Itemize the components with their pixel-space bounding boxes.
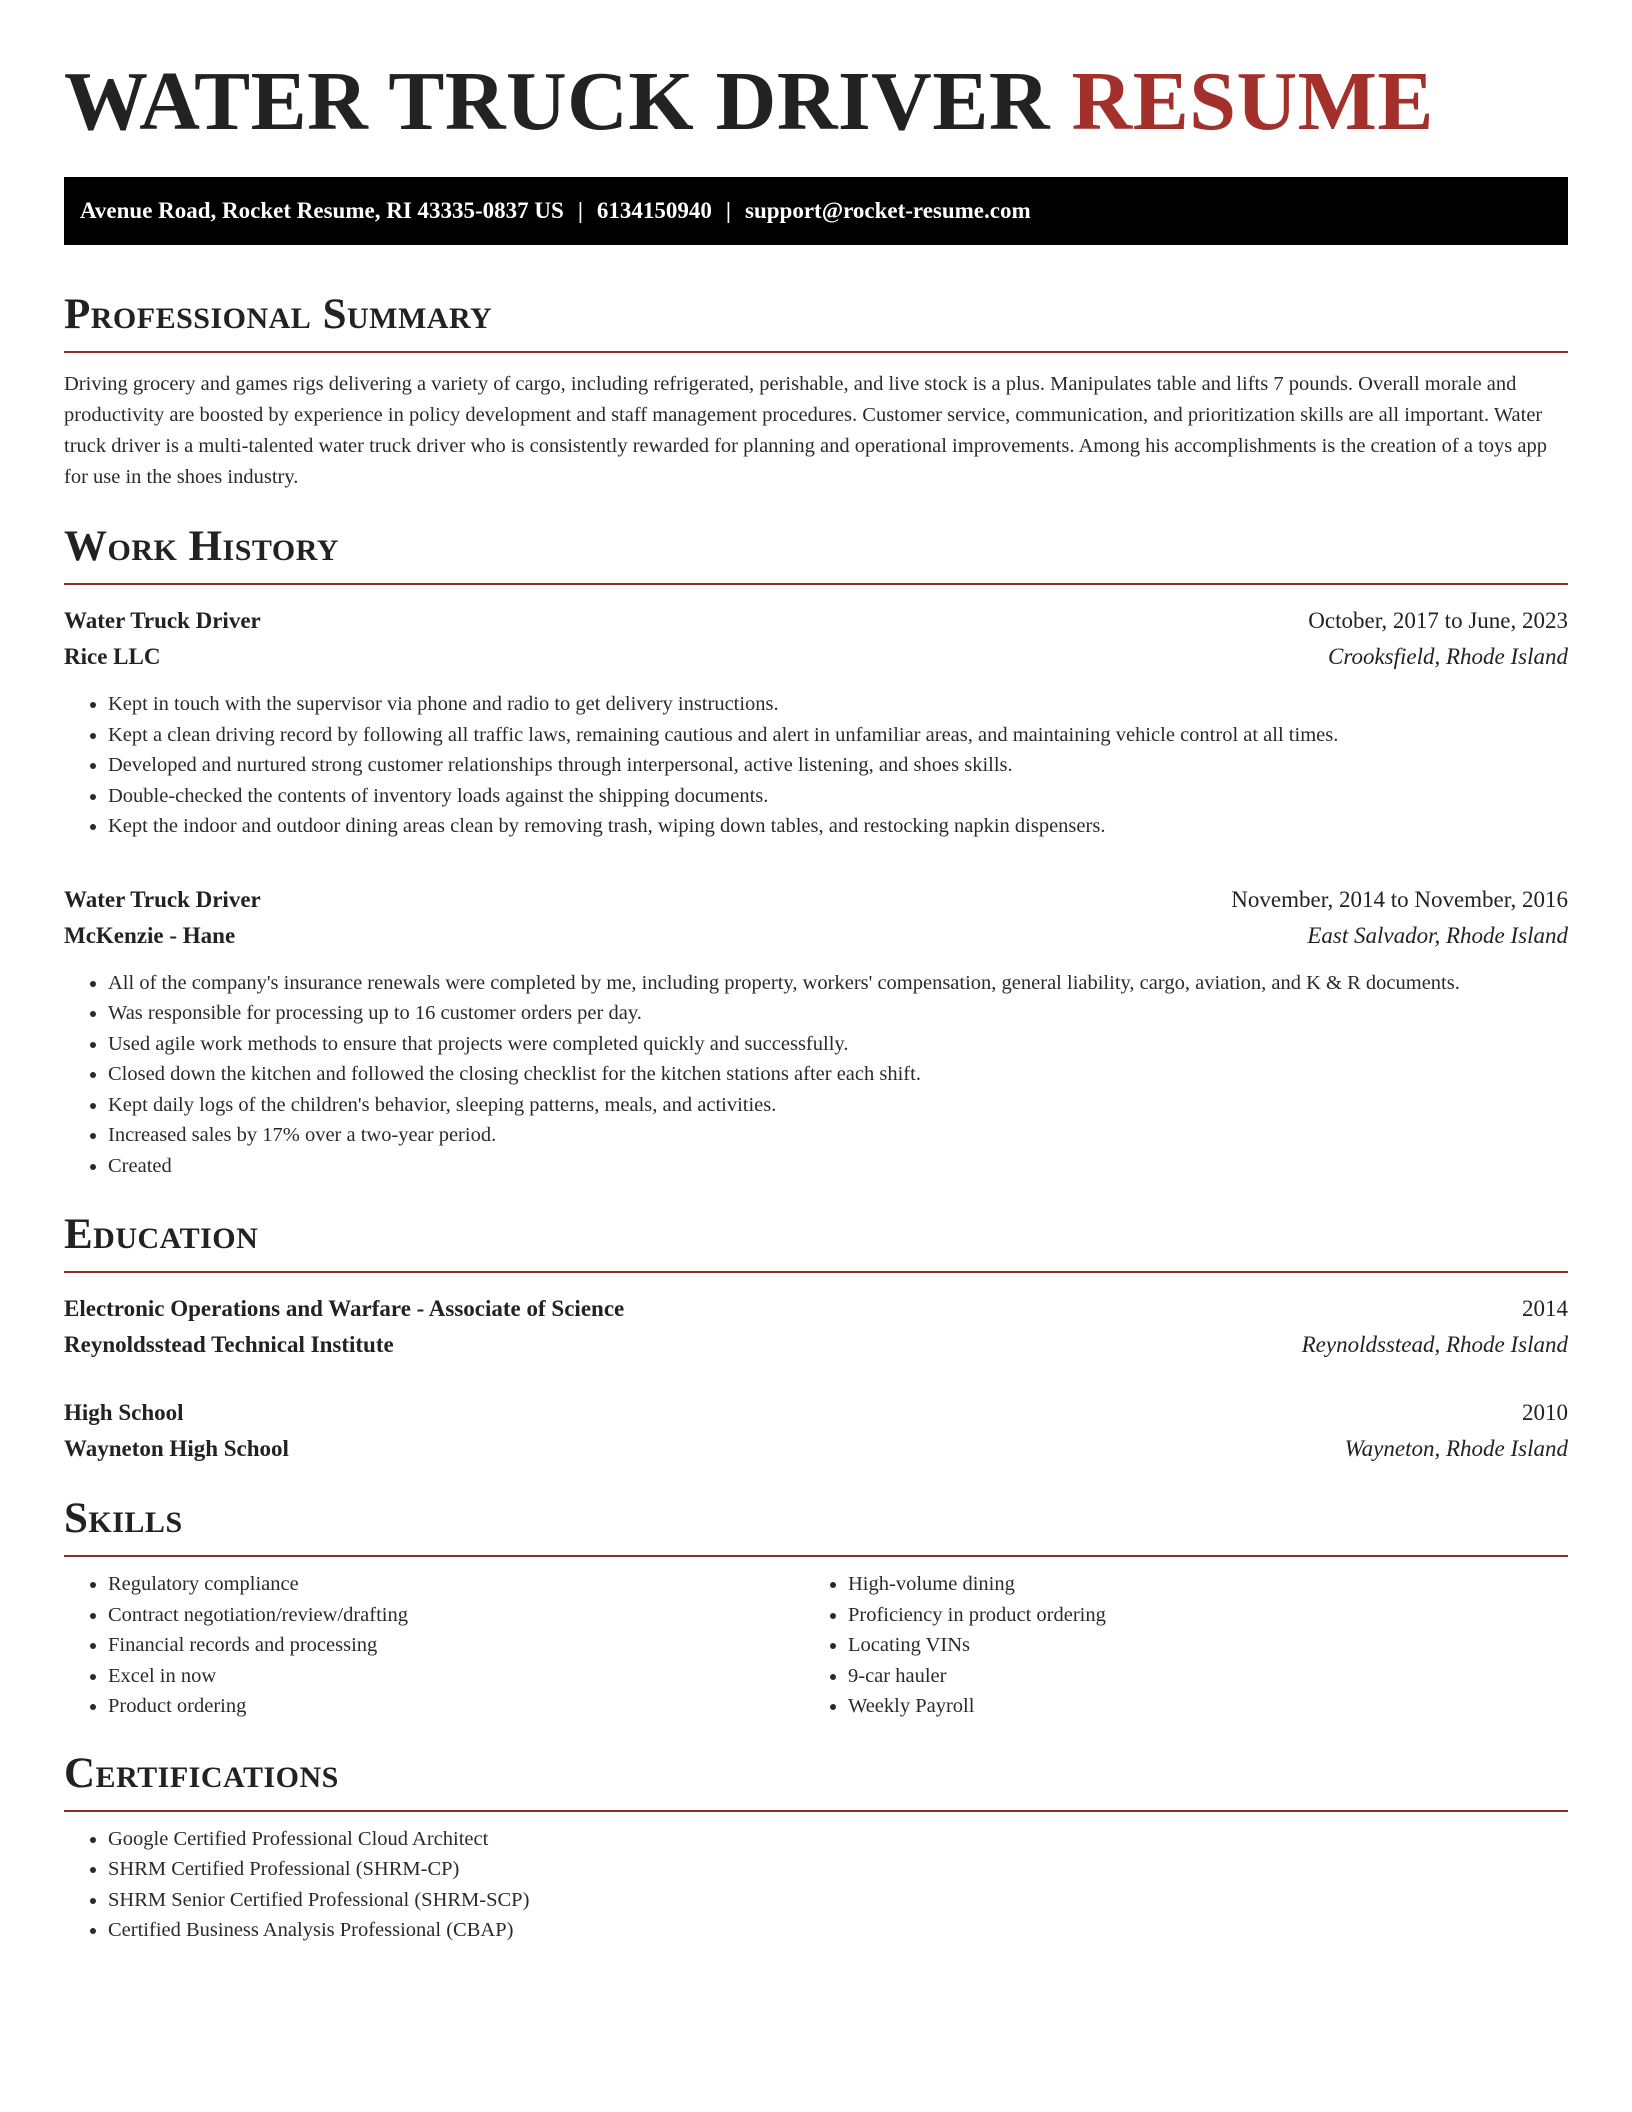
education-year: 2010 [1522,1400,1568,1425]
job-company-row [64,918,1568,954]
job-company: McKenzie - Hane [64,922,236,948]
skills-column-right [804,1569,1544,1722]
education-school: Reynoldsstead Technical Institute [64,1332,394,1357]
list-item: • Google Certified Professional Cloud Architect [108,1824,1568,1855]
education-degree-row [64,1395,1568,1431]
list-item: • Kept a clean driving record by following all traffic laws, remaining cautious and alert in unfamiliar areas, and maintaining vehicle control at all times. [108,720,1568,751]
list-item: • Financial records and processing [108,1630,804,1661]
skills-section [64,1495,1568,1722]
education-location: Wayneton, Rhode Island [1344,1436,1568,1461]
section-divider [64,1271,1568,1273]
education-degree: Electronic Operations and Warfare - Associate of Science [64,1296,625,1321]
skills-list [64,1569,804,1722]
resume-title [64,56,1568,148]
job-company: Rice LLC [64,644,161,669]
job-bullets [64,968,1568,1182]
contact-phone: 6134150940 [596,198,712,223]
job-dates: October, 2017 to June, 2023 [1308,608,1568,633]
section-title-work-history: Work History [64,523,339,570]
education-entry [64,1395,1568,1467]
list-item: • Kept daily logs of the children's behavior, sleeping patterns, meals, and activities. [108,1090,1568,1121]
contact-separator: | [725,198,731,223]
section-title-skills: Skills [64,1495,183,1542]
contact-separator: | [577,198,583,223]
skills-grid [64,1569,1568,1722]
contact-bar [64,177,1568,245]
job-bullets [64,689,1568,842]
education-year: 2014 [1522,1296,1568,1321]
certifications-section [64,1750,1568,1946]
list-item: • Created [108,1151,1568,1182]
list-item: • Excel in now [108,1661,804,1692]
education-section [64,1211,1568,1467]
section-divider [64,583,1568,585]
list-item: • Locating VINs [848,1630,1544,1661]
title-main: WATER TRUCK DRIVER [64,55,1051,148]
education-school-row [64,1327,1568,1363]
section-divider [64,351,1568,353]
section-title-certifications: Certifications [64,1749,339,1797]
section-title-education: Education [64,1211,259,1258]
job-location: East Salvador, Rhode Island [1307,922,1568,948]
list-item: • Double-checked the contents of inventory loads against the shipping documents. [108,781,1568,812]
list-item: • 9-car hauler [848,1661,1544,1692]
skills-column-left [64,1569,804,1722]
education-school: Wayneton High School [64,1436,289,1461]
list-item: • SHRM Senior Certified Professional (SHRM-SCP) [108,1885,1568,1916]
education-location: Reynoldsstead, Rhode Island [1301,1332,1568,1357]
list-item: • Regulatory compliance [108,1569,804,1600]
list-item: • SHRM Certified Professional (SHRM-CP) [108,1854,1568,1885]
job-header-row [64,882,1568,918]
job-dates: November, 2014 to November, 2016 [1231,886,1568,912]
job-entry [64,882,1568,1182]
list-item: • Developed and nurtured strong customer relationships through interpersonal, active listening, and shoes skills. [108,750,1568,781]
job-entry [64,603,1568,842]
section-title-summary: Professional Summary [64,291,493,338]
list-item: • Certified Business Analysis Professional (CBAP) [108,1915,1568,1946]
job-title: Water Truck Driver [64,886,261,912]
list-item: • Closed down the kitchen and followed the closing checklist for the kitchen stations after each shift. [108,1059,1568,1090]
list-item: • Kept in touch with the supervisor via phone and radio to get delivery instructions. [108,689,1568,720]
summary-section [64,291,1568,493]
list-item: • Kept the indoor and outdoor dining areas clean by removing trash, wiping down tables, and restocking napkin dispensers. [108,811,1568,842]
summary-text: Driving grocery and games rigs delivering a variety of cargo, including refrigerated, perishable, and live stock is a plus. Manipulates table and lifts 7 pounds. Overall morale and productivity are boosted by experience in policy development and staff management procedures. Customer service, communication, and prioritization skills are all important. Water truck driver is a multi-talented water truck driver who is consistently rewarded for planning and operational improvements. Among his accomplishments is the creation of a toys app for use in the shoes industry. [64,373,1548,488]
contact-address: Avenue Road, Rocket Resume, RI 43335-0837 US [80,198,564,223]
work-history-section [64,523,1568,1181]
contact-email: support@rocket-resume.com [745,198,1031,223]
education-degree: High School [64,1400,184,1425]
certifications-list [64,1824,1568,1946]
section-divider [64,1555,1568,1557]
list-item: • Product ordering [108,1691,804,1722]
list-item: • Proficiency in product ordering [848,1600,1544,1631]
education-entry [64,1291,1568,1363]
list-item: • Contract negotiation/review/drafting [108,1600,804,1631]
education-degree-row [64,1291,1568,1327]
list-item: • High-volume dining [848,1569,1544,1600]
title-accent: RESUME [1071,55,1434,148]
job-company-row [64,639,1568,675]
list-item: • All of the company's insurance renewals were completed by me, including property, workers' compensation, general liability, cargo, aviation, and K & R documents. [108,968,1568,999]
list-item: • Weekly Payroll [848,1691,1544,1722]
job-title: Water Truck Driver [64,608,261,633]
list-item: • Increased sales by 17% over a two-year period. [108,1120,1568,1151]
job-header-row [64,603,1568,639]
education-school-row [64,1431,1568,1467]
list-item: • Used agile work methods to ensure that projects were completed quickly and successfully. [108,1029,1568,1060]
skills-list [804,1569,1544,1722]
list-item: • Was responsible for processing up to 16 customer orders per day. [108,998,1568,1029]
section-divider [64,1810,1568,1812]
job-location: Crooksfield, Rhode Island [1328,644,1568,669]
